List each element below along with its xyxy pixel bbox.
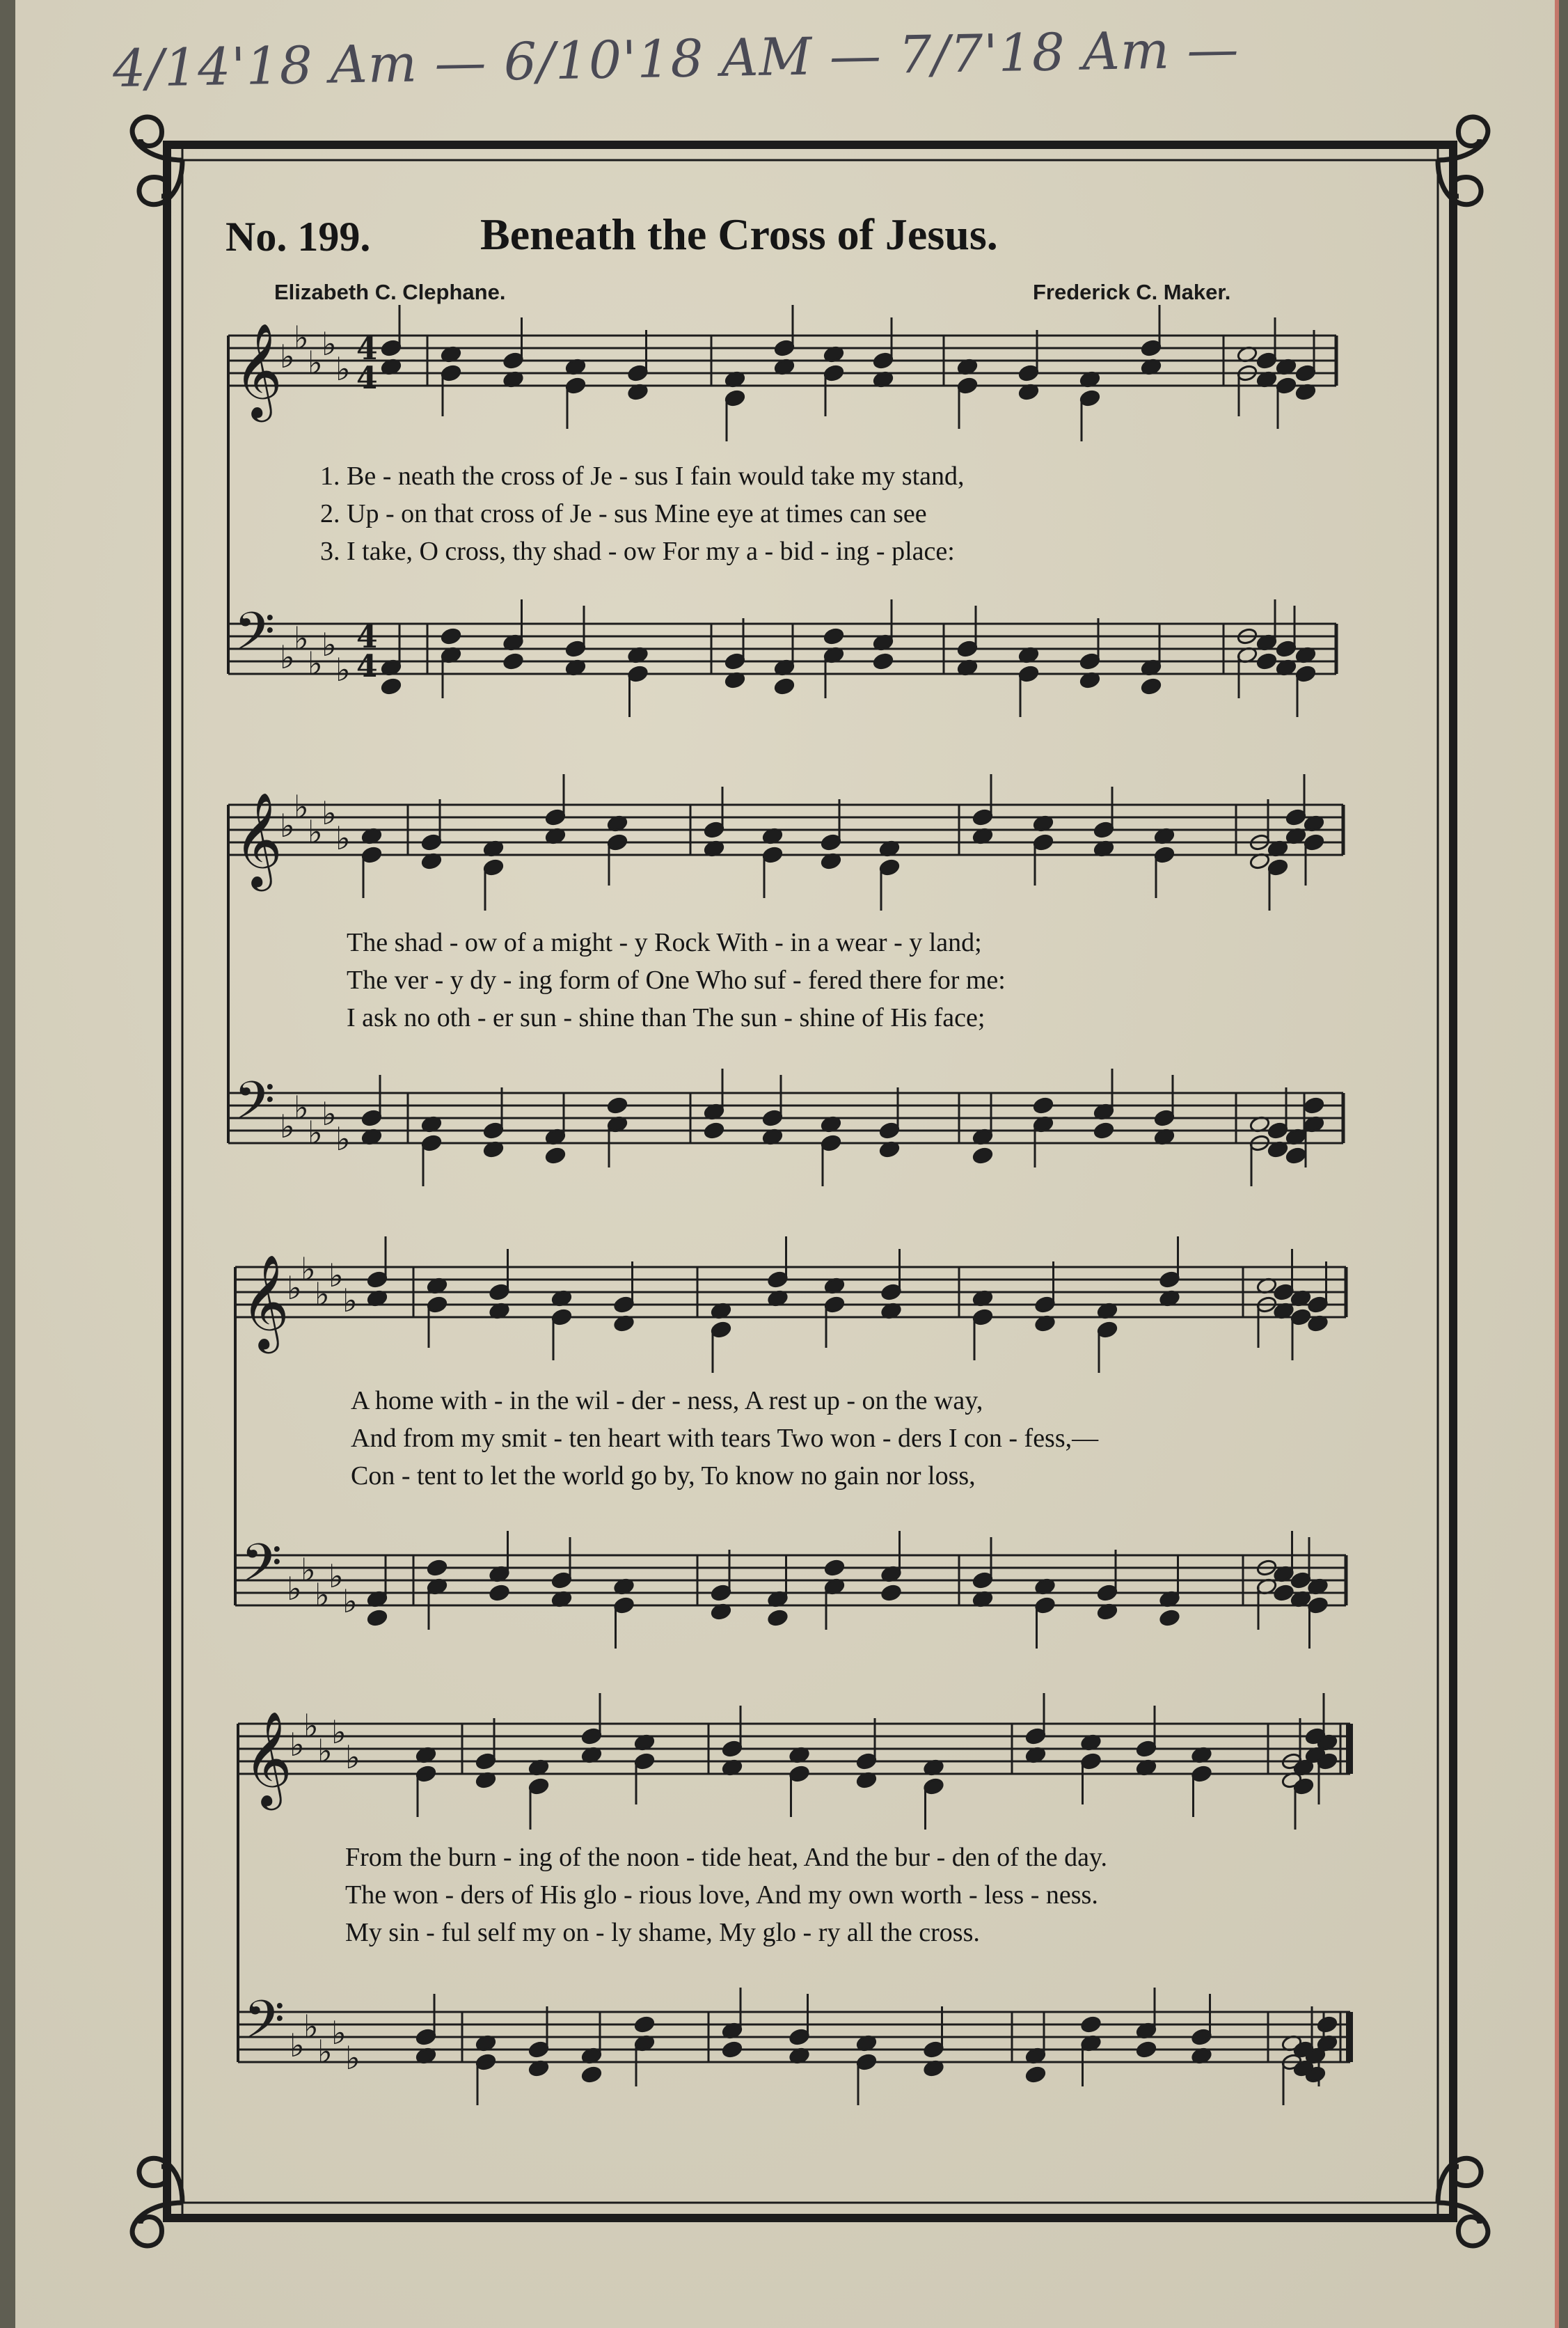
flat-sign: ♭ <box>303 2008 319 2045</box>
system-1-verse-2: 2. Up - on that cross of Je - sus Mine eye at times can see <box>320 499 927 528</box>
treble-clef: 𝄞 <box>234 322 283 418</box>
time-signature-top: 4 <box>356 620 378 655</box>
hymn-number: No. 199. <box>225 214 371 260</box>
note-head <box>1093 1122 1115 1140</box>
flat-sign: ♭ <box>308 1114 323 1151</box>
flat-sign: ♭ <box>322 626 337 663</box>
note-head <box>774 677 795 695</box>
note-head <box>634 2015 656 2034</box>
composer-credit: Frederick C. Maker. <box>1033 280 1231 304</box>
flat-sign: ♭ <box>335 350 351 388</box>
system-3-verse-3: Con - tent to let the world go by, To know no gain nor loss, <box>351 1461 976 1491</box>
flat-sign: ♭ <box>290 1726 305 1763</box>
system-3-verse-1: A home with - in the wil - der - ness, A rest up - on the way, <box>351 1386 983 1415</box>
note-head <box>427 1559 448 1577</box>
flat-sign: ♭ <box>331 1713 347 1751</box>
note-head <box>1304 1096 1325 1115</box>
flat-sign: ♭ <box>308 645 323 682</box>
flat-sign: ♭ <box>345 2039 361 2077</box>
system-2-verse-2: The ver - y dy - ing form of One Who suf - fered there for me: <box>347 966 1006 995</box>
hymnal-page <box>15 0 1559 2328</box>
flat-sign: ♭ <box>342 1582 358 1620</box>
flat-sign: ♭ <box>280 338 295 375</box>
flat-sign: ♭ <box>345 1738 361 1776</box>
note-head <box>381 677 402 695</box>
flat-sign: ♭ <box>294 620 309 657</box>
flat-sign: ♭ <box>287 1269 302 1307</box>
system-2-verse-1: The shad - ow of a might - y Rock With - in a wear - y land; <box>347 928 982 957</box>
flat-sign: ♭ <box>315 1576 330 1614</box>
treble-clef: 𝄞 <box>234 791 283 887</box>
note-head <box>823 627 845 645</box>
flat-sign: ♭ <box>335 651 351 689</box>
flat-sign: ♭ <box>280 638 295 676</box>
system-3-verse-2: And from my smit - ten heart with tears Two won - ders I con - fess,— <box>351 1424 1099 1453</box>
note-head <box>722 2040 743 2059</box>
note-head <box>1141 677 1162 695</box>
note-head <box>581 2066 603 2084</box>
note-head <box>1025 2066 1047 2084</box>
hymn-title: Beneath the Cross of Jesus. <box>480 210 998 259</box>
bass-clef: 𝄢 <box>241 1532 283 1607</box>
flat-sign: ♭ <box>328 1257 344 1294</box>
flat-sign: ♭ <box>308 344 323 382</box>
note-head <box>1159 1609 1180 1627</box>
flat-sign: ♭ <box>315 1275 330 1313</box>
bass-clef: 𝄢 <box>244 1989 285 2063</box>
flat-sign: ♭ <box>328 1557 344 1595</box>
flat-sign: ♭ <box>294 1089 309 1126</box>
flat-sign: ♭ <box>280 807 295 844</box>
note-head <box>441 627 462 645</box>
system-2-verse-3: I ask no oth - er sun - shine than The sun - shine of His face; <box>347 1003 985 1032</box>
note-head <box>767 1609 789 1627</box>
note-head <box>607 1096 628 1115</box>
flat-sign: ♭ <box>301 1551 316 1589</box>
final-barline-thick <box>1346 2012 1353 2062</box>
note-head <box>873 652 894 670</box>
final-barline-thick <box>1346 1724 1353 1774</box>
flat-sign: ♭ <box>322 794 337 832</box>
flat-sign: ♭ <box>287 1570 302 1607</box>
time-signature-bottom: 4 <box>356 361 378 396</box>
note-head <box>1317 2015 1338 2034</box>
system-1-verse-3: 3. I take, O cross, thy shad - ow For my a - bid - ing - place: <box>320 537 955 566</box>
note-head <box>502 652 524 670</box>
system-4-verse-1: From the burn - ing of the noon - tide heat, And the bur - den of the day. <box>345 1843 1108 1872</box>
note-head <box>972 1147 994 1165</box>
note-head <box>489 1584 510 1602</box>
treble-clef: 𝄞 <box>244 1710 292 1806</box>
note-head <box>704 1122 725 1140</box>
time-signature-bottom: 4 <box>356 649 378 684</box>
note-head <box>1136 2040 1157 2059</box>
flat-sign: ♭ <box>331 2014 347 2052</box>
flat-sign: ♭ <box>308 813 323 851</box>
flat-sign: ♭ <box>322 325 337 363</box>
flat-sign: ♭ <box>317 2033 333 2070</box>
note-head <box>1285 1147 1307 1165</box>
flat-sign: ♭ <box>322 1095 337 1133</box>
handwritten-dates: 4/14'18 Am — 6/10'18 AM — 7/7'18 Am — <box>112 19 1240 100</box>
note-head <box>824 1559 846 1577</box>
flat-sign: ♭ <box>335 819 351 857</box>
note-head <box>545 1147 567 1165</box>
note-head <box>880 1584 902 1602</box>
flat-sign: ♭ <box>294 788 309 826</box>
flat-sign: ♭ <box>335 1120 351 1158</box>
music-notation <box>15 0 1559 2328</box>
note-head <box>1033 1096 1054 1115</box>
treble-clef: 𝄞 <box>241 1253 290 1349</box>
time-signature-top: 4 <box>356 331 378 367</box>
bass-clef: 𝄢 <box>234 1070 276 1145</box>
note-head <box>1080 2015 1102 2034</box>
flat-sign: ♭ <box>301 1250 316 1288</box>
bass-clef: 𝄢 <box>234 601 276 675</box>
flat-sign: ♭ <box>317 1732 333 1770</box>
flat-sign: ♭ <box>280 1108 295 1145</box>
flat-sign: ♭ <box>290 2027 305 2064</box>
note-head <box>1256 652 1278 670</box>
flat-sign: ♭ <box>294 319 309 356</box>
flat-sign: ♭ <box>303 1707 319 1745</box>
system-4-verse-3: My sin - ful self my on - ly shame, My glo - ry all the cross. <box>345 1918 980 1947</box>
note-head <box>367 1609 388 1627</box>
system-4-verse-2: The won - ders of His glo - rious love, And my own worth - less - ness. <box>345 1880 1098 1910</box>
flat-sign: ♭ <box>342 1282 358 1319</box>
lyricist-credit: Elizabeth C. Clephane. <box>274 280 506 304</box>
system-1-verse-1: 1. Be - neath the cross of Je - sus I fain would take my stand, <box>320 462 965 491</box>
